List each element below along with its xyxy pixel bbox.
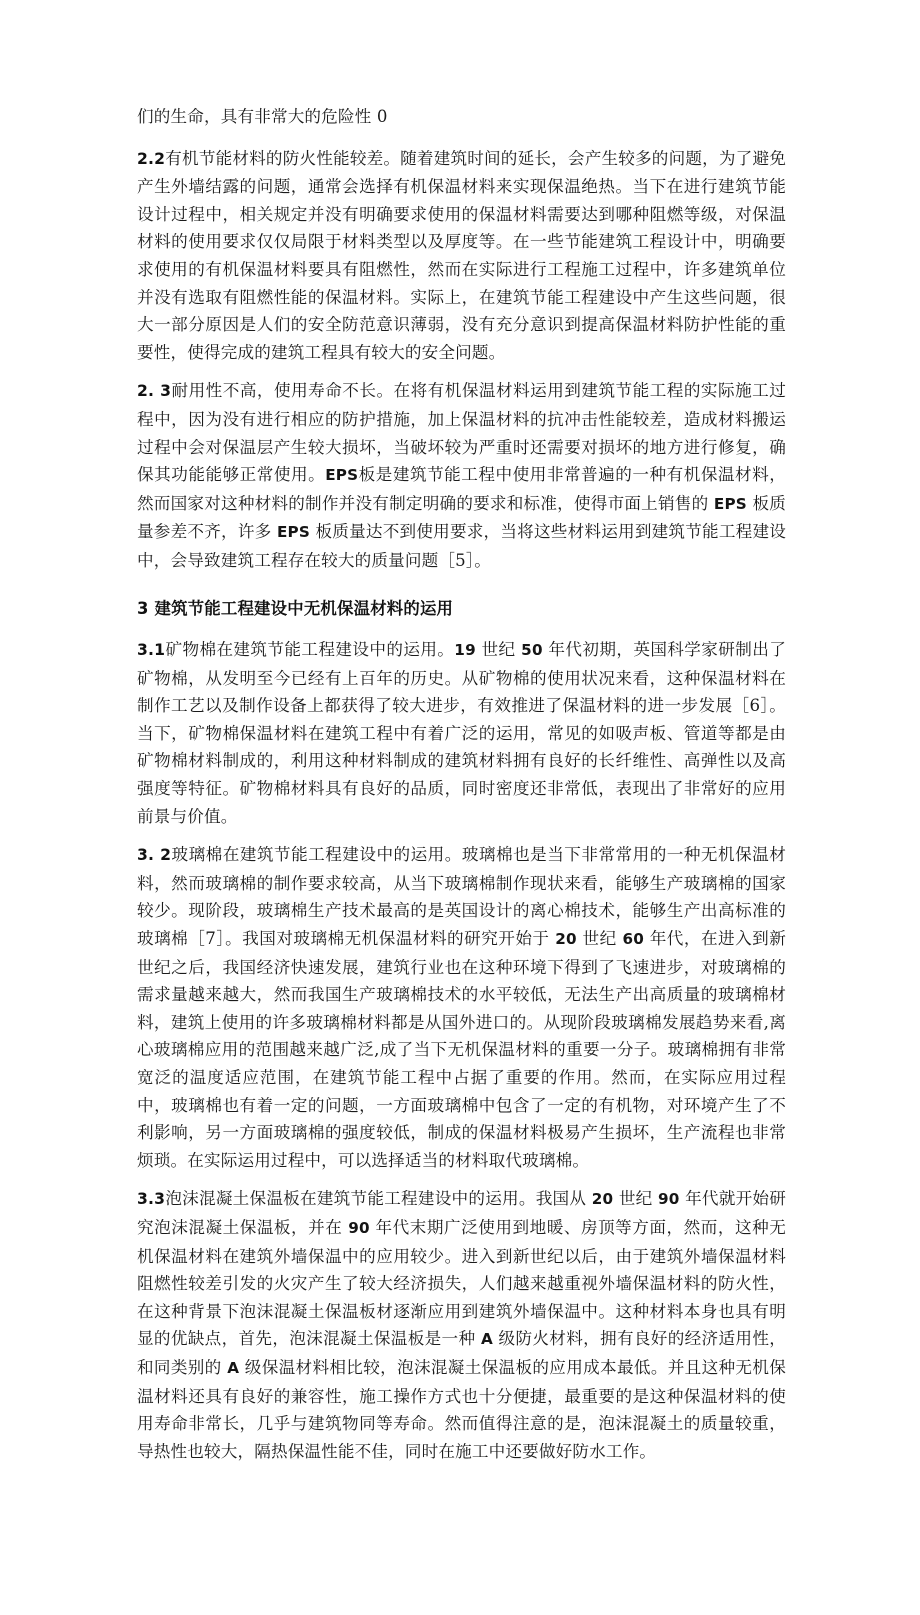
paragraph-3-3-body-3: 年代就开始研究泡沫混凝土保温板，并在 [137, 1189, 787, 1237]
paragraph-2-2-body: 有机节能材料的防火性能较差。随着建筑时间的延长，会产生较多的问题，为了避免产生外墙结露的问题，通常会选择有机保温材料来实现保温绝热。当下在进行建筑节能设计过程中，相关规定并没有明确要求使用的保温材料需要达到哪种阻燃等级，对保温材料的使用要求仅仅局限于材料类型以及厚度等。在一些节能建筑工程设计中，明确要求使用的有机保温材料要具有阻燃性，然而在实际进行工程施工过程中，许多建筑单位并没有选取有阻燃性能的保温材料。实际上，在建筑节能工程建设中产生这些问题，很大一部分原因是人们的安全防范意识薄弱，没有充分意识到提高保温材料防护性能的重要性，使得完成的建筑工程具有较大的安全问题。 [137, 148, 786, 362]
paragraph-2-3 [137, 377, 786, 574]
paragraph-2-2 [137, 145, 786, 367]
paragraph-number-3-3: 3.3 [137, 1190, 166, 1209]
paragraph-3-2-body-2: 世纪 [576, 929, 623, 949]
paragraph-3-3-inline-4: A [480, 1330, 493, 1349]
paragraph-2-3-body-3: 板质量参差不齐，许多 [137, 493, 786, 542]
paragraph-3-3-inline-3: 90 [348, 1218, 370, 1237]
paragraph-number-3-2: 3. 2 [137, 846, 172, 865]
paragraph-3-3-inline-5: A [227, 1358, 240, 1377]
paragraph-number-2-2: 2.2 [137, 149, 166, 168]
paragraph-3-1 [137, 636, 786, 830]
paragraph-3-3-inline-1: 20 [591, 1190, 614, 1209]
paragraph-orphan-line: 们的生命，具有非常大的危险性 0 [137, 107, 388, 126]
paragraph-3-3-body-2: 世纪 [613, 1189, 659, 1209]
paragraph-3-3-body-1: 泡沫混凝土保温板在建筑节能工程建设中的运用。我国从 [165, 1189, 592, 1209]
paragraph-3-3-body-4: 年代末期广泛使用到地暖、房顶等方面，然而，这种无机保温材料在建筑外墙保温中的应用较少。进入到新世纪以后，由于建筑外墙保温材料阻燃性较差引发的火灾产生了较大经济损失，人们越来越重视外墙保温材料的防火性，在这种背景下泡沫混凝土保温板材逐渐应用到建筑外墙保温中。这种材料本身也具有明显的优缺点，首先，泡沫混凝土保温板是一种 [137, 1217, 786, 1349]
paragraph-2-3-inline-2: EPS [713, 494, 747, 513]
paragraph-2-3-inline-1: EPS [325, 466, 359, 485]
page-bottom-whitespace [137, 1465, 786, 1615]
paragraph-3-1-inline-1: 19 [454, 641, 476, 660]
paragraph-3-2-body-1: 玻璃棉在建筑节能工程建设中的运用。玻璃棉也是当下非常常用的一种无机保温材料，然而玻璃棉的制作要求较高，从当下玻璃棉制作现状来看，能够生产玻璃棉的国家较少。现阶段，玻璃棉生产技术最高的是英国设计的离心棉技术，能够生产出高标准的玻璃棉［7］。我国对玻璃棉无机保温材料的研究开始于 [137, 845, 786, 949]
paragraph-3-3-body-5: 级防火材料，拥有良好的经济适用性，和同类别的 [137, 1329, 786, 1377]
paragraph-3-1-body-2: 世纪 [475, 640, 522, 660]
paragraph-3-2-body-3: 年代，在进入到新世纪之后，我国经济快速发展，建筑行业也在这种环境下得到了飞速进步，对玻璃棉的需求量越来越大，然而我国生产玻璃棉技术的水平较低，无法生产出高质量的玻璃棉材料，建筑上使用的许多玻璃棉材料都是从国外进口的。从现阶段玻璃棉发展趋势来看,离心玻璃棉应用的范围越来越广泛,成了当下无机保温材料的重要一分子。玻璃棉拥有非常宽泛的温度适应范围，在建筑节能工程中占据了重要的作用。然而，在实际应用过程中，玻璃棉也有着一定的问题，一方面玻璃棉中包含了一定的有机物，对环境产生了不利影响，另一方面玻璃棉的强度较低，制成的保温材料极易产生损坏，生产流程也非常烦琐。在实际运用过程中，可以选择适当的材料取代玻璃棉。 [137, 929, 786, 1170]
paragraph-2-3-inline-3: EPS [276, 523, 310, 542]
paragraph-3-2-inline-1: 20 [555, 930, 577, 949]
paragraph-3-3-inline-2: 90 [658, 1190, 680, 1209]
section-heading-3: 3 建筑节能工程建设中无机保温材料的运用 [137, 598, 454, 618]
paragraph-3-2 [137, 841, 786, 1174]
text-column [137, 103, 786, 1615]
paragraph-3-3 [137, 1185, 786, 1465]
paragraph-number-2-3: 2. 3 [137, 382, 172, 401]
paragraph-3-1-body-3: 年代初期，英国科学家研制出了矿物棉，从发明至今已经有上百年的历史。从矿物棉的使用状况来看，这种保温材料在制作工艺以及制作设备上都获得了较大进步，有效推进了保温材料的进一步发展［6］。当下，矿物棉保温材料在建筑工程中有着广泛的运用，常见的如吸声板、管道等都是由矿物棉材料制成的，利用这种材料制成的建筑材料拥有良好的长纤维性、高弹性以及高强度等特征。矿物棉材料具有良好的品质，同时密度还非常低，表现出了非常好的应用前景与价值。 [137, 640, 786, 826]
paragraph-2-3-body-4: 板质量达不到使用要求，当将这些材料运用到建筑节能工程建设中，会导致建筑工程存在较大的质量问题［5］。 [137, 522, 787, 570]
paragraph-3-1-body-1: 矿物棉在建筑节能工程建设中的运用。 [165, 640, 455, 660]
paragraph-3-1-inline-2: 50 [521, 641, 543, 660]
paragraph-number-3-1: 3.1 [137, 641, 166, 660]
paragraph-2-3-body-1: 耐用性不高，使用寿命不长。在将有机保温材料运用到建筑节能工程的实际施工过程中，因为没有进行相应的防护措施，加上保温材料的抗冲击性能较差，造成材料搬运过程中会对保温层产生较大损坏，当破坏较为严重时还需要对损坏的地方进行修复，确保其功能能够正常使用。 [137, 381, 786, 485]
paragraph-2-3-body-2: 板是建筑节能工程中使用非常普遍的一种有机保温材料，然而国家对这种材料的制作并没有制定明确的要求和标准，使得市面上销售的 [137, 465, 787, 513]
paragraph-3-2-inline-2: 60 [622, 930, 644, 949]
paragraph-3-3-body-6: 级保温材料相比较，泡沫混凝土保温板的应用成本最低。并且这种无机保温材料还具有良好的兼容性，施工操作方式也十分便捷，最重要的是这种保温材料的使用寿命非常长，几乎与建筑物同等寿命。然而值得注意的是，泡沫混凝土的质量较重，导热性也较大，隔热保温性能不佳，同时在施工中还要做好防水工作。 [137, 1357, 786, 1461]
